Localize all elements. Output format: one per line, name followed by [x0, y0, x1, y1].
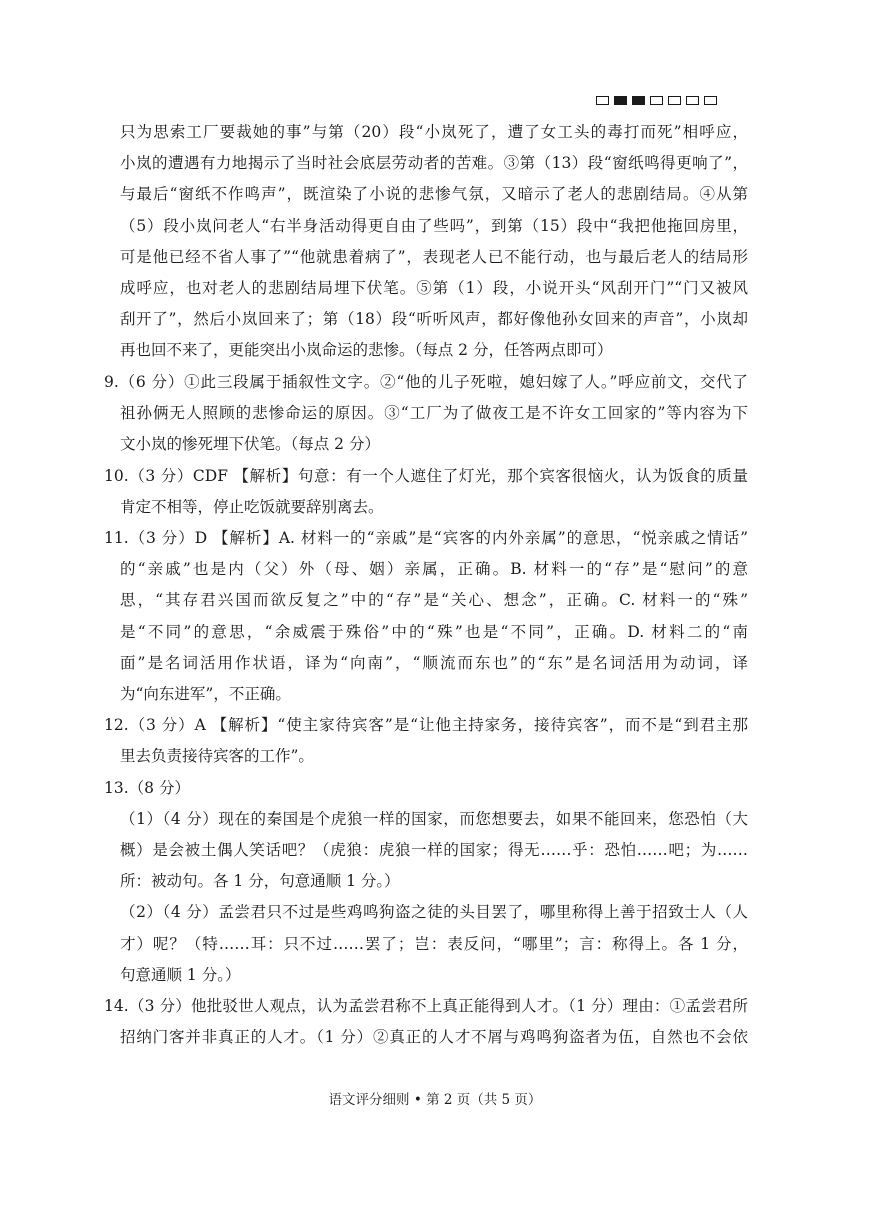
text-line: 14.（3 分）他批驳世人观点，认为孟尝君称不上真正能得到人才。（1 分）理由：①孟尝君所: [104, 997, 748, 1015]
text-line: 肯定不相等，停止吃饭就要辞别离去。: [120, 498, 384, 516]
text-line: 小岚的遭遇有力地揭示了当时社会底层劳动者的苦难。③第（13）段“窗纸鸣得更响了”，: [120, 154, 748, 172]
text-line: 成呼应，也对老人的悲剧结局埋下伏笔。⑤第（1）段，小说开头“风刮开门”“门又被风: [120, 279, 748, 297]
text-line: 9.（6 分）①此三段属于插叙性文字。②“他的儿子死啦，媳妇嫁了人。”呼应前文，交代了: [104, 373, 748, 391]
text-line: 思，“其存君兴国而欲反复之”中的“存”是“关心、想念”，正确。C. 材料一的“殊”: [120, 591, 748, 609]
text-line: 里去负责接待宾客的工作”。: [120, 747, 314, 765]
text-line: 才）呢？（特……耳：只不过……罢了；岂：表反问，“哪里”；言：称得上。各 1 分，: [120, 935, 748, 953]
text-line: 面”是名词活用作状语，译为“向南”，“顺流而东也”的“东”是名词活用为动词，译: [120, 654, 748, 672]
text-line: 的“亲戚”也是内（父）外（母、姻）亲属，正确。B. 材料一的“存”是“慰问”的意: [120, 560, 748, 578]
text-line: 刮开了”，然后小岚回来了；第（18）段“听听风声，都好像他孙女回来的声音”，小岚却: [120, 310, 748, 328]
text-line: 12.（3 分）A 【解析】“使主家待宾客”是“让他主持家务，接待宾客”，而不是“到君主那: [104, 716, 748, 734]
text-line: 所：被动句。各 1 分，句意通顺 1 分。）: [120, 872, 400, 890]
text-line: 是“不同”的意思，“余威震于殊俗”中的“殊”也是“不同”，正确。D. 材料二的“南: [120, 623, 748, 641]
text-line: 只为思索工厂要裁她的事”与第（20）段“小岚死了，遭了女工头的毒打而死”相呼应，: [120, 123, 748, 141]
text-line: 11.（3 分）D 【解析】A. 材料一的“亲戚”是“宾客的内外亲属”的意思，“悦亲戚之情话”: [104, 529, 748, 547]
header-mark-empty: [704, 96, 717, 105]
text-line: 再也回不来了，更能突出小岚命运的悲惨。（每点 2 分，任答两点即可）: [120, 341, 613, 359]
header-mark-empty: [668, 96, 681, 105]
text-line: （5）段小岚问老人“右半身活动得更自由了些吗”，到第（15）段中“我把他拖回房里，: [120, 217, 748, 235]
text-line: 概）是会被土偶人笑话吧？（虎狼：虎狼一样的国家；得无……乎：恐怕……吧；为……: [120, 841, 748, 859]
text-line: 与最后“窗纸不作鸣声”，既渲染了小说的悲惨气氛，又暗示了老人的悲剧结局。④从第: [120, 185, 748, 203]
text-line: 13.（8 分）: [104, 779, 190, 797]
text-line: 招纳门客并非真正的人才。（1 分）②真正的人才不屑与鸡鸣狗盗者为伍，自然也不会依: [120, 1028, 748, 1046]
header-mark-empty: [686, 96, 699, 105]
text-line: 10.（3 分）CDF 【解析】句意：有一个人遮住了灯光，那个宾客很恼火，认为饭食的质量: [104, 467, 748, 485]
header-mark-empty: [650, 96, 663, 105]
text-line: 句意通顺 1 分。）: [120, 966, 241, 984]
header-mark-filled: [614, 96, 627, 105]
header-marks: [596, 96, 717, 105]
text-line: （1）（4 分）现在的秦国是个虎狼一样的国家，而您想要去，如果不能回来，您恐怕（大: [120, 810, 748, 828]
text-line: 文小岚的惨死埋下伏笔。（每点 2 分）: [120, 435, 380, 453]
text-line: 可是他已经不省人事了”“他就患着病了”，表现老人已不能行动，也与最后老人的结局形: [120, 248, 748, 266]
text-line: 祖孙俩无人照顾的悲惨命运的原因。③“工厂为了做夜工是不许女工回家的”等内容为下: [120, 404, 748, 422]
text-line: （2）（4 分）孟尝君只不过是些鸡鸣狗盗之徒的头目罢了，哪里称得上善于招致士人（人: [120, 903, 748, 921]
text-line: 为“向东进军”，不正确。: [120, 685, 291, 703]
page-footer: 语文评分细则 • 第 2 页（共 5 页）: [328, 1092, 542, 1108]
header-mark-filled: [632, 96, 645, 105]
header-mark-empty: [596, 96, 609, 105]
